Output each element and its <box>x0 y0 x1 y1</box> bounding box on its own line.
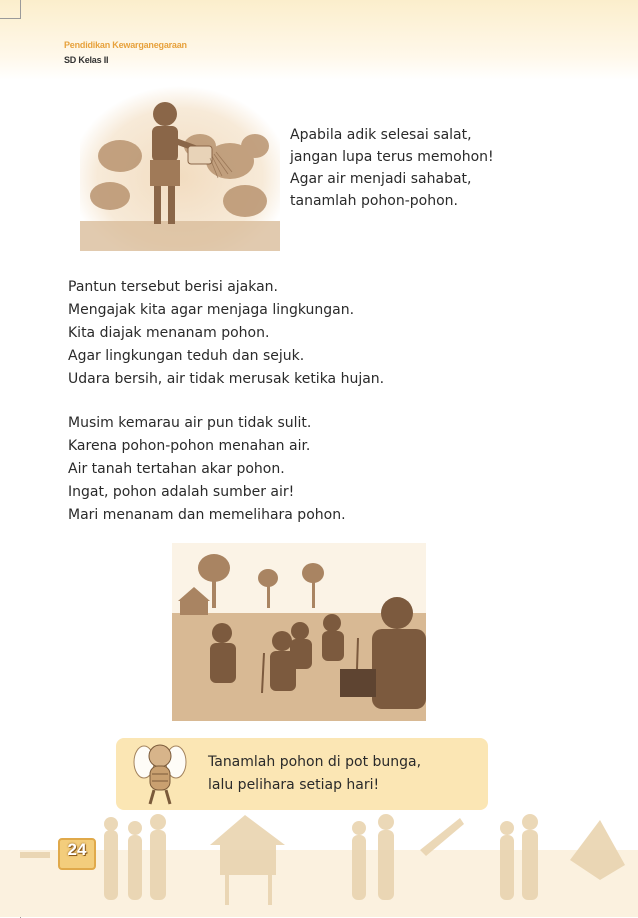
callout-line: lalu pelihara setiap hari! <box>208 777 380 793</box>
children-planting-illustration <box>172 543 426 721</box>
subject-title: Pendidikan Kewarganegaraan <box>64 40 187 50</box>
crop-mark-top <box>0 0 21 19</box>
callout-message <box>208 751 421 797</box>
grade-label: SD Kelas II <box>64 55 109 65</box>
poem-line: Agar air menjadi sahabat, <box>290 171 472 187</box>
text-line: Mengajak kita agar menjaga lingkungan. <box>68 302 355 318</box>
text-line: Musim kemarau air pun tidak sulit. <box>68 415 312 431</box>
paragraph-ajakan <box>68 276 384 391</box>
poem-line: Apabila adik selesai salat, <box>290 127 472 143</box>
poem-line: jangan lupa terus memohon! <box>290 149 494 165</box>
text-line: Pantun tersebut berisi ajakan. <box>68 279 279 295</box>
girl-watering-illustration <box>80 86 280 251</box>
bee-mascot-icon <box>130 740 190 808</box>
poem <box>290 124 494 212</box>
text-line: Air tanah tertahan akar pohon. <box>68 461 285 477</box>
text-line: Kita diajak menanam pohon. <box>68 325 270 341</box>
text-line: Ingat, pohon adalah sumber air! <box>68 484 295 500</box>
text-line: Agar lingkungan teduh dan sejuk. <box>68 348 305 364</box>
text-line: Karena pohon-pohon menahan air. <box>68 438 311 454</box>
poem-line: tanamlah pohon-pohon. <box>290 193 458 209</box>
text-line: Udara bersih, air tidak merusak ketika hujan. <box>68 371 385 387</box>
callout-line: Tanamlah pohon di pot bunga, <box>208 754 422 770</box>
page-number: 24 <box>67 840 87 859</box>
paragraph-musim-kemarau <box>68 412 346 527</box>
text-line: Mari menanam dan memelihara pohon. <box>68 507 346 523</box>
